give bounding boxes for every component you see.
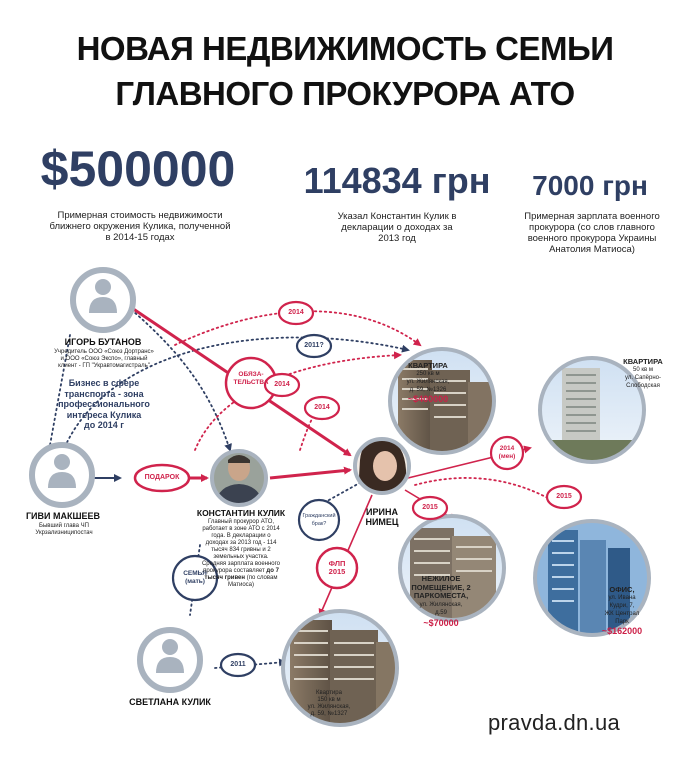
rel-kulik-nimets-gift: [270, 470, 350, 478]
kulik-desc: Главный прокурор АТО, работает в зоне АТО с 2014 года. В декларации о доходах за 2013 год - 114 тысяч 834 гривны и 2 земельных участка. Средняя зарплата военного прокурора составляет до 7 тысяч гривен (по словам Матиоса): [201, 519, 281, 588]
svetlana-name: СВЕТЛАНА КУЛИК: [129, 697, 211, 707]
badge-obyaz-label: ОБЯЗА- ТЕЛЬСТВА: [233, 371, 269, 386]
stat-caption-3: Примерная зарплата военного прокурора (со слов главного военного прокурора Украины Анатолия Матиоса): [524, 211, 660, 255]
photo-kulik: [210, 450, 270, 510]
stat-caption-1: Примерная стоимость недвижимости ближнего окружения Кулика, полученной в 2014-15 годах: [49, 210, 231, 243]
badge-2015-a-label: 2015: [422, 504, 438, 511]
property-5-label: Квартира 150 кв м ул. Жилянская, д. 59, №1327: [307, 690, 351, 717]
makasheev-name: ГИВИ МАКШЕЕВ: [25, 511, 101, 521]
badge-semya-label: СЕМЬЯ (мать): [183, 570, 207, 585]
butanov-name: ИГОРЬ БУТАНОВ: [64, 337, 142, 347]
badge-2011-label: 2011: [230, 661, 246, 668]
title-line-1: НОВАЯ НЕДВИЖИМОСТЬ СЕМЬИ: [76, 30, 614, 67]
badge-2014-left-label: 2014: [274, 381, 290, 388]
badge-2014-mid-label: 2014: [314, 404, 330, 411]
avatar-makasheev: [32, 445, 92, 505]
kulik-name: КОНСТАНТИН КУЛИК: [196, 508, 286, 518]
badge-brak-label: Гражданский брак?: [302, 513, 336, 527]
property-4-label: ОФИС, ул. Ивана Кудри, 7, ЖК Централ Парк ~$162000: [601, 585, 643, 636]
property-3-label: НЕЖИЛОЕ ПОМЕЩЕНИЕ, 2 ПАРКОМЕСТА, ул. Жилянская, д.59 ~$70000: [411, 574, 471, 628]
avatar-svetlana: [140, 630, 200, 690]
stat-value-3: 7000 грн: [532, 170, 648, 201]
badge-2011q-label: 2011?: [304, 342, 324, 349]
badge-podarok-label: ПОДАРОК: [144, 474, 180, 481]
stat-value-1: $500000: [40, 141, 236, 197]
title-line-2: ГЛАВНОГО ПРОКУРОРА АТО: [115, 75, 575, 112]
rel-2014-left: [195, 355, 400, 450]
property-1-label: КВАРТИРА 250 кв м ул. Жилянская, д. 59, №1326 ~$400000: [406, 361, 450, 404]
avatar-butanov: [73, 270, 133, 330]
butanov-desc: Учредитель ООО «Союз Дортранс» и ООО «Союз Экспо», главный клиент - ГП "Укравтомагистраль": [54, 349, 154, 369]
stat-value-2: 114834 грн: [303, 160, 491, 201]
photo-nimets: [354, 438, 410, 494]
makasheev-desc: Бывший глава ЧП Укрзализниципостач: [35, 523, 93, 536]
property-2-label: КВАРТИРА 50 кв м ул. Сапёрно- Слободская: [623, 357, 663, 389]
stat-caption-2: Указал Константин Кулик в декларации о доходах за 2013 год: [337, 211, 457, 244]
site-footer[interactable]: pravda.dn.ua: [488, 710, 621, 735]
butanov-note: Бизнес в сфере транспорта - зона профессионального интереса Кулика до 2014 г: [58, 378, 150, 430]
badge-2014-top-label: 2014: [288, 309, 304, 316]
badge-2015-b-label: 2015: [556, 493, 572, 500]
nimets-name: ИРИНА НИМЕЦ: [365, 507, 399, 527]
badge-2014-men-label: 2014 (мен): [498, 445, 516, 460]
badge-flp-label: ФЛП 2015: [328, 559, 346, 576]
